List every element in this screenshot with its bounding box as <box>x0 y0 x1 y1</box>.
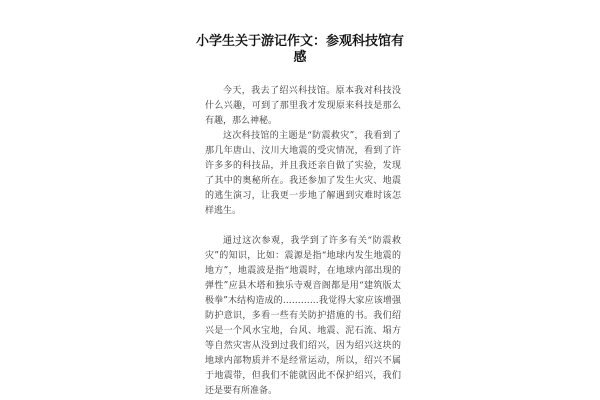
paragraph-3: 通过这次参观，我学到了许多有关“防震救灾”的知识，比如：震源是指“地球内发生地震的地方”，地震波是指“地震时，在地球内部出现的弹性”应县木塔和独乐寺观音阁都是用“建筑版太极拳”木结构造成的…………我觉得大家应该增强防护意识，多看一些有关防护措施的书。我们绍兴是一个风水宝地，台风、地震、泥石流、塌方等自然灾害从没到过我们绍兴，因为绍兴这块的地球内部物质并不是经常运动，所以，绍兴不属于地震带，但我们不能就因此不保护绍兴，我们还是要有所准备。 <box>205 236 401 396</box>
document-body <box>205 84 401 399</box>
document-title: 小学生关于游记作文：参观科技馆有感 <box>195 34 404 65</box>
paragraph-2: 这次科技馆的主题是“防震救灾”，我看到了那几年唐山、汶川大地震的受灾情况，看到了许许多多的科技品，并且我还亲自做了实验，发现了其中的奥秘所在。我还参加了发生火灾、地震的逃生演习，让我更一步地了解遇到灾难时该怎样逃生。 <box>205 131 401 216</box>
paragraph-1: 今天，我去了绍兴科技馆。原本我对科技没什么兴趣，可到了那里我才发现原来科技是那么有趣，那么神秘。 <box>205 86 401 126</box>
